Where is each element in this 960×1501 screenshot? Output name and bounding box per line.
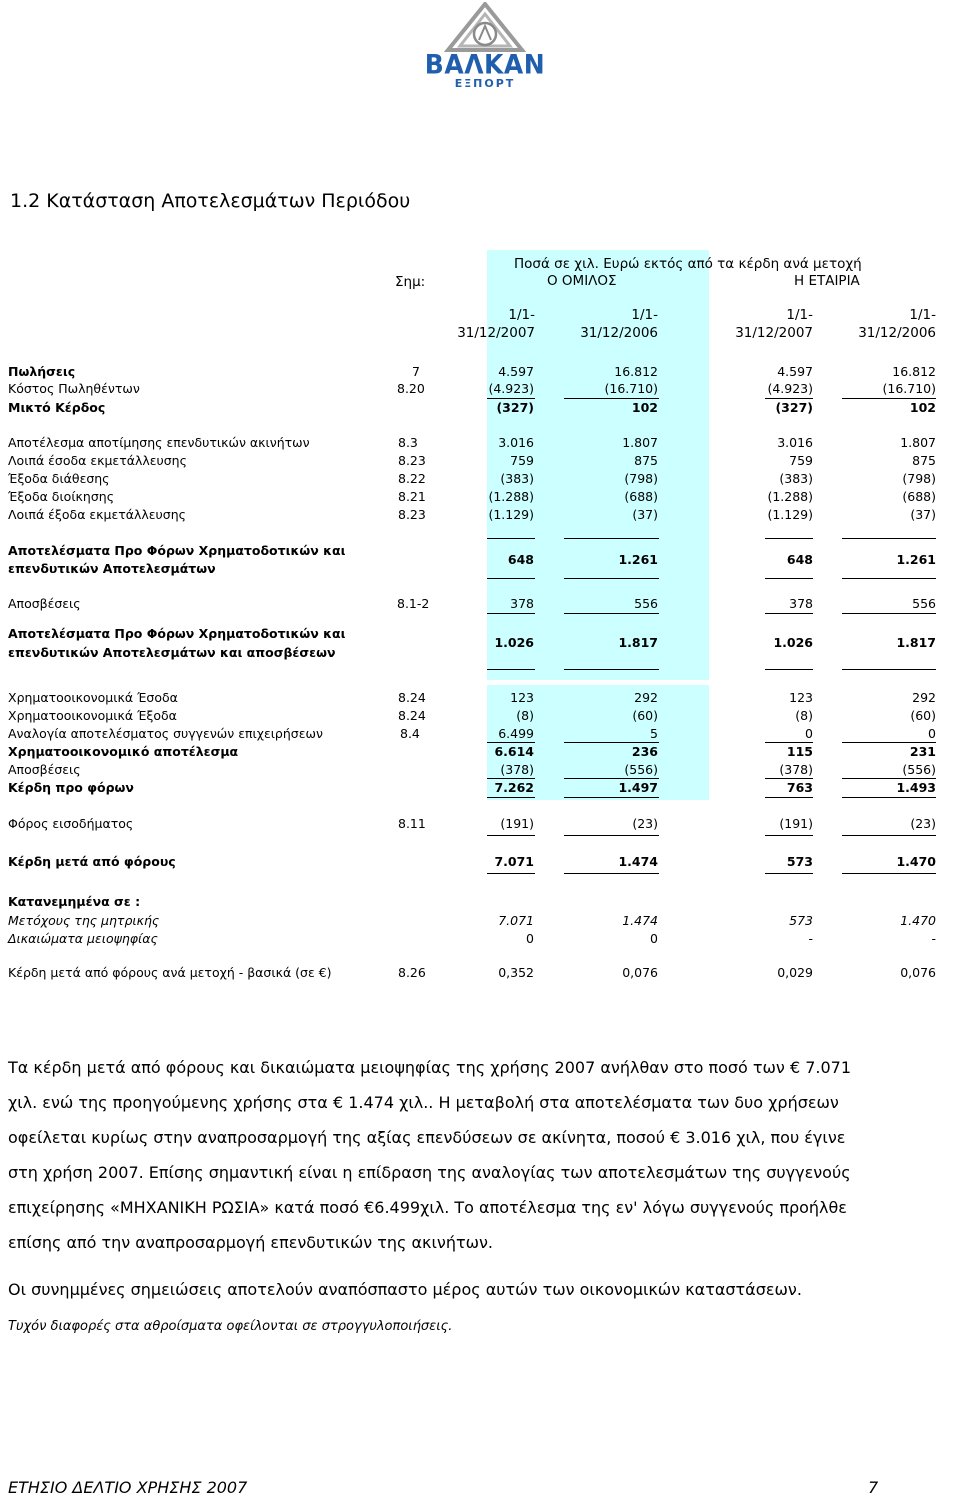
row-label: Χρηματοοικονομικά Έξοδα (8, 708, 177, 723)
value-cell: 115 (786, 744, 813, 759)
value-cell: 1.470 (896, 854, 936, 869)
value-cell: 16.812 (892, 364, 936, 379)
subtotal-rule (564, 538, 659, 539)
row-label: Λοιπά έσοδα εκμετάλλευσης (8, 453, 187, 468)
value-cell: (4.923) (488, 381, 534, 396)
value-cell: 763 (786, 780, 813, 795)
value-cell: 5 (650, 726, 658, 741)
period-header (765, 307, 813, 323)
value-cell: 1.261 (618, 552, 658, 567)
value-cell: 102 (909, 400, 936, 415)
total-rule (487, 873, 535, 874)
value-cell: 573 (789, 913, 813, 928)
value-cell: - (808, 931, 813, 946)
total-rule (765, 873, 813, 874)
value-cell: 1.261 (896, 552, 936, 567)
value-cell: 4.597 (777, 364, 813, 379)
value-cell: 4.597 (498, 364, 534, 379)
total-rule (487, 797, 535, 798)
value-cell: 0 (526, 931, 534, 946)
value-cell: (688) (902, 489, 936, 504)
period-end: 31/12/2006 (858, 325, 936, 341)
value-cell: (556) (624, 762, 658, 777)
value-cell: 1.026 (773, 635, 813, 650)
value-cell: 0,029 (777, 965, 813, 980)
value-cell: 6.614 (494, 744, 534, 759)
period-start: 1/1- (508, 307, 535, 323)
value-cell: (556) (902, 762, 936, 777)
value-cell: 3.016 (498, 435, 534, 450)
subtotal-rule (842, 742, 936, 743)
value-cell: - (931, 931, 936, 946)
value-cell: (4.923) (767, 381, 813, 396)
brand-name: ΒΑΛΚΑΝ (424, 49, 546, 80)
row-label-continued: επενδυτικών Αποτελεσμάτων (8, 561, 216, 576)
value-cell: (327) (775, 400, 813, 415)
value-cell: 648 (507, 552, 534, 567)
value-cell: 1.817 (618, 635, 658, 650)
row-label: Κέρδη προ φόρων (8, 780, 134, 795)
value-cell: 573 (786, 854, 813, 869)
brand-sub: ΕΞΠΟΡΤ (454, 77, 516, 90)
subtotal-rule (842, 613, 936, 614)
value-cell: (1.288) (767, 489, 813, 504)
period-header (440, 325, 535, 341)
value-cell: (23) (632, 816, 658, 831)
row-label-continued: επενδυτικών Αποτελεσμάτων και αποσβέσεων (8, 645, 336, 660)
value-cell: 1.474 (622, 913, 658, 928)
row-note: 8.26 (398, 965, 426, 980)
row-label: Αποτέλεσμα αποτίμησης επενδυτικών ακινήτων (8, 435, 310, 450)
subtotal-rule (765, 578, 813, 579)
period-header (888, 307, 936, 323)
row-label: Αποτελέσματα Προ Φόρων Χρηματοδοτικών και (8, 626, 346, 641)
allocation-heading: Κατανεμημένα σε : (8, 894, 141, 909)
subtotal-rule (564, 613, 659, 614)
row-note: 8.4 (400, 726, 420, 741)
row-label: Αποτελέσματα Προ Φόρων Χρηματοδοτικών και (8, 543, 346, 558)
value-cell: (383) (779, 471, 813, 486)
value-cell: (378) (779, 762, 813, 777)
value-cell: 0 (928, 726, 936, 741)
subtotal-rule (765, 742, 813, 743)
value-cell: (16.710) (604, 381, 658, 396)
company-header: Η ΕΤΑΙΡΙΑ (794, 273, 860, 289)
value-cell: 16.812 (614, 364, 658, 379)
subtotal-rule (765, 398, 813, 399)
value-cell: 1.807 (900, 435, 936, 450)
row-note: 8.21 (398, 489, 426, 504)
logo-mark-icon (442, 2, 528, 52)
subtotal-rule (842, 778, 936, 779)
row-label: Μετόχους της μητρικής (8, 913, 160, 928)
value-cell: 3.016 (777, 435, 813, 450)
value-cell: (798) (624, 471, 658, 486)
subtotal-rule (765, 613, 813, 614)
subtotal-rule (564, 835, 659, 836)
row-label: Πωλήσεις (8, 364, 76, 379)
subtotal-rule (487, 613, 535, 614)
value-cell: (1.288) (488, 489, 534, 504)
total-rule (564, 669, 659, 670)
row-note: 8.20 (397, 381, 425, 396)
row-label: Αποσβέσεις (8, 596, 81, 611)
paragraph-line: στη χρήση 2007. Επίσης σημαντική είναι η επίδραση της αναλογίας των αποτελεσμάτων της συγγενούς (8, 1163, 851, 1182)
value-cell: (8) (795, 708, 813, 723)
value-cell: 1.470 (900, 913, 936, 928)
value-cell: (191) (500, 816, 534, 831)
value-cell: 1.026 (494, 635, 534, 650)
row-note: 8.23 (398, 453, 426, 468)
period-start: 1/1- (631, 307, 658, 323)
value-cell: (1.129) (488, 507, 534, 522)
subtotal-rule (765, 538, 813, 539)
row-note: 8.24 (398, 690, 426, 705)
period-start: 1/1- (786, 307, 813, 323)
period-header (841, 325, 936, 341)
value-cell: (1.129) (767, 507, 813, 522)
value-cell: 7.071 (498, 913, 534, 928)
value-cell: 1.493 (896, 780, 936, 795)
subtotal-rule (842, 578, 936, 579)
row-label: Κέρδη μετά από φόρους (8, 854, 176, 869)
notes-statement: Οι συνημμένες σημειώσεις αποτελούν αναπόσπαστο μέρος αυτών των οικονομικών καταστάσεων. (8, 1280, 802, 1299)
value-cell: 556 (634, 596, 658, 611)
value-cell: 759 (789, 453, 813, 468)
value-cell: (191) (779, 816, 813, 831)
total-rule (487, 669, 535, 670)
value-cell: 0 (805, 726, 813, 741)
value-cell: 123 (510, 690, 534, 705)
paragraph-line: Τα κέρδη μετά από φόρους και δικαιώματα μειοψηφίας της χρήσης 2007 ανήλθαν στο ποσό των € 7.071 (8, 1058, 852, 1077)
value-cell: 292 (912, 690, 936, 705)
value-cell: (327) (496, 400, 534, 415)
value-cell: (8) (516, 708, 534, 723)
period-header (487, 307, 535, 323)
row-label: Χρηματοοικονομικά Έσοδα (8, 690, 178, 705)
row-label: Έξοδα διοίκησης (8, 489, 115, 504)
subtotal-rule (487, 578, 535, 579)
row-note: 8.23 (398, 507, 426, 522)
subtotal-rule (842, 538, 936, 539)
value-cell: 0,352 (498, 965, 534, 980)
row-label: Χρηματοοικονομικό αποτέλεσμα (8, 744, 239, 759)
subtotal-rule (765, 835, 813, 836)
subtotal-rule (487, 778, 535, 779)
value-cell: 556 (912, 596, 936, 611)
value-cell: 0,076 (622, 965, 658, 980)
value-cell: 875 (912, 453, 936, 468)
value-cell: 102 (631, 400, 658, 415)
value-cell: 0 (650, 931, 658, 946)
rounding-note: Τυχόν διαφορές στα αθροίσματα οφείλονται σε στρογγυλοποιήσεις. (8, 1319, 453, 1334)
row-label: Λοιπά έξοδα εκμετάλλευσης (8, 507, 186, 522)
paragraph-line: επίσης από την αναπροσαρμογή επενδυτικών της ακινήτων. (8, 1233, 494, 1252)
period-start: 1/1- (909, 307, 936, 323)
subtotal-rule (487, 538, 535, 539)
company-logo (420, 0, 550, 92)
value-cell: 231 (909, 744, 936, 759)
total-rule (765, 797, 813, 798)
row-note: 8.11 (398, 816, 426, 831)
subtotal-rule (564, 778, 659, 779)
value-cell: 759 (510, 453, 534, 468)
note-column-header: Σημ: (395, 274, 426, 290)
period-end: 31/12/2007 (735, 325, 813, 341)
subtotal-rule (842, 835, 936, 836)
value-cell: 1.474 (618, 854, 658, 869)
value-cell: 7.071 (494, 854, 534, 869)
row-label: Φόρος εισοδήματος (8, 816, 134, 831)
value-cell: 378 (789, 596, 813, 611)
row-label: Αναλογία αποτελέσματος συγγενών επιχειρήσεων (8, 726, 323, 741)
value-cell: 1.497 (618, 780, 658, 795)
value-cell: 123 (789, 690, 813, 705)
subtotal-rule (765, 778, 813, 779)
period-end: 31/12/2007 (457, 325, 535, 341)
period-header (718, 325, 813, 341)
value-cell: (37) (910, 507, 936, 522)
group-header: Ο ΟΜΙΛΟΣ (547, 273, 617, 289)
row-note: 8.3 (398, 435, 418, 450)
value-cell: 378 (510, 596, 534, 611)
paragraph-line: οφείλεται κυρίως στην αναπροσαρμογή της αξίας επενδύσεων σε ακίνητα, ποσού € 3.016 χιλ, που έγινε (8, 1128, 846, 1147)
subtotal-rule (564, 398, 659, 399)
value-cell: (16.710) (882, 381, 936, 396)
value-cell: 875 (634, 453, 658, 468)
value-cell: 236 (631, 744, 658, 759)
total-rule (842, 797, 936, 798)
value-cell: (60) (632, 708, 658, 723)
period-end: 31/12/2006 (580, 325, 658, 341)
value-cell: (60) (910, 708, 936, 723)
value-cell: (23) (910, 816, 936, 831)
subtotal-rule (487, 398, 535, 399)
value-cell: (688) (624, 489, 658, 504)
total-rule (564, 797, 659, 798)
value-cell: 1.817 (896, 635, 936, 650)
total-rule (765, 669, 813, 670)
paragraph-line: επιχείρησης «ΜΗΧΑΝΙΚΗ ΡΩΣΙΑ» κατά ποσό €6.499χιλ. Το αποτέλεσμα της εν' λόγω συγγενούς προήλθε (8, 1198, 847, 1217)
page-number: 7 (868, 1478, 879, 1497)
amounts-note: Ποσά σε χιλ. Ευρώ εκτός από τα κέρδη ανά μετοχή (514, 256, 862, 272)
value-cell: 648 (786, 552, 813, 567)
row-label: Κόστος Πωληθέντων (8, 381, 140, 396)
subtotal-rule (564, 742, 659, 743)
paragraph-line: χιλ. ενώ της προηγούμενης χρήσης στα € 1.474 χιλ.. Η μεταβολή στα αποτελέσματα των δυο χρήσεων (8, 1093, 839, 1112)
period-header (610, 307, 658, 323)
row-label: Κέρδη μετά από φόρους ανά μετοχή - βασικά (σε €) (8, 965, 332, 980)
row-note: 7 (412, 364, 420, 379)
subtotal-rule (487, 835, 535, 836)
value-cell: 6.499 (498, 726, 534, 741)
total-rule (842, 873, 936, 874)
row-label: Δικαιώματα μειοψηφίας (8, 931, 158, 946)
value-cell: (378) (500, 762, 534, 777)
subtotal-rule (564, 578, 659, 579)
row-note: 8.1-2 (397, 596, 430, 611)
total-rule (564, 873, 659, 874)
subtotal-rule (487, 742, 535, 743)
row-label: Μικτό Κέρδος (8, 400, 106, 415)
subtotal-rule (842, 398, 936, 399)
period-header (563, 325, 658, 341)
row-label: Αποσβέσεις (8, 762, 81, 777)
total-rule (842, 669, 936, 670)
footer-title: ΕΤΗΣΙΟ ΔΕΛΤΙΟ ΧΡΗΣΗΣ 2007 (8, 1478, 248, 1497)
value-cell: (37) (632, 507, 658, 522)
value-cell: 1.807 (622, 435, 658, 450)
value-cell: 292 (634, 690, 658, 705)
row-note: 8.22 (398, 471, 426, 486)
row-label: Έξοδα διάθεσης (8, 471, 110, 486)
value-cell: 7.262 (494, 780, 534, 795)
value-cell: (798) (902, 471, 936, 486)
value-cell: 0,076 (900, 965, 936, 980)
section-title: 1.2 Κατάσταση Αποτελεσμάτων Περιόδου (10, 190, 411, 212)
row-note: 8.24 (398, 708, 426, 723)
value-cell: (383) (500, 471, 534, 486)
